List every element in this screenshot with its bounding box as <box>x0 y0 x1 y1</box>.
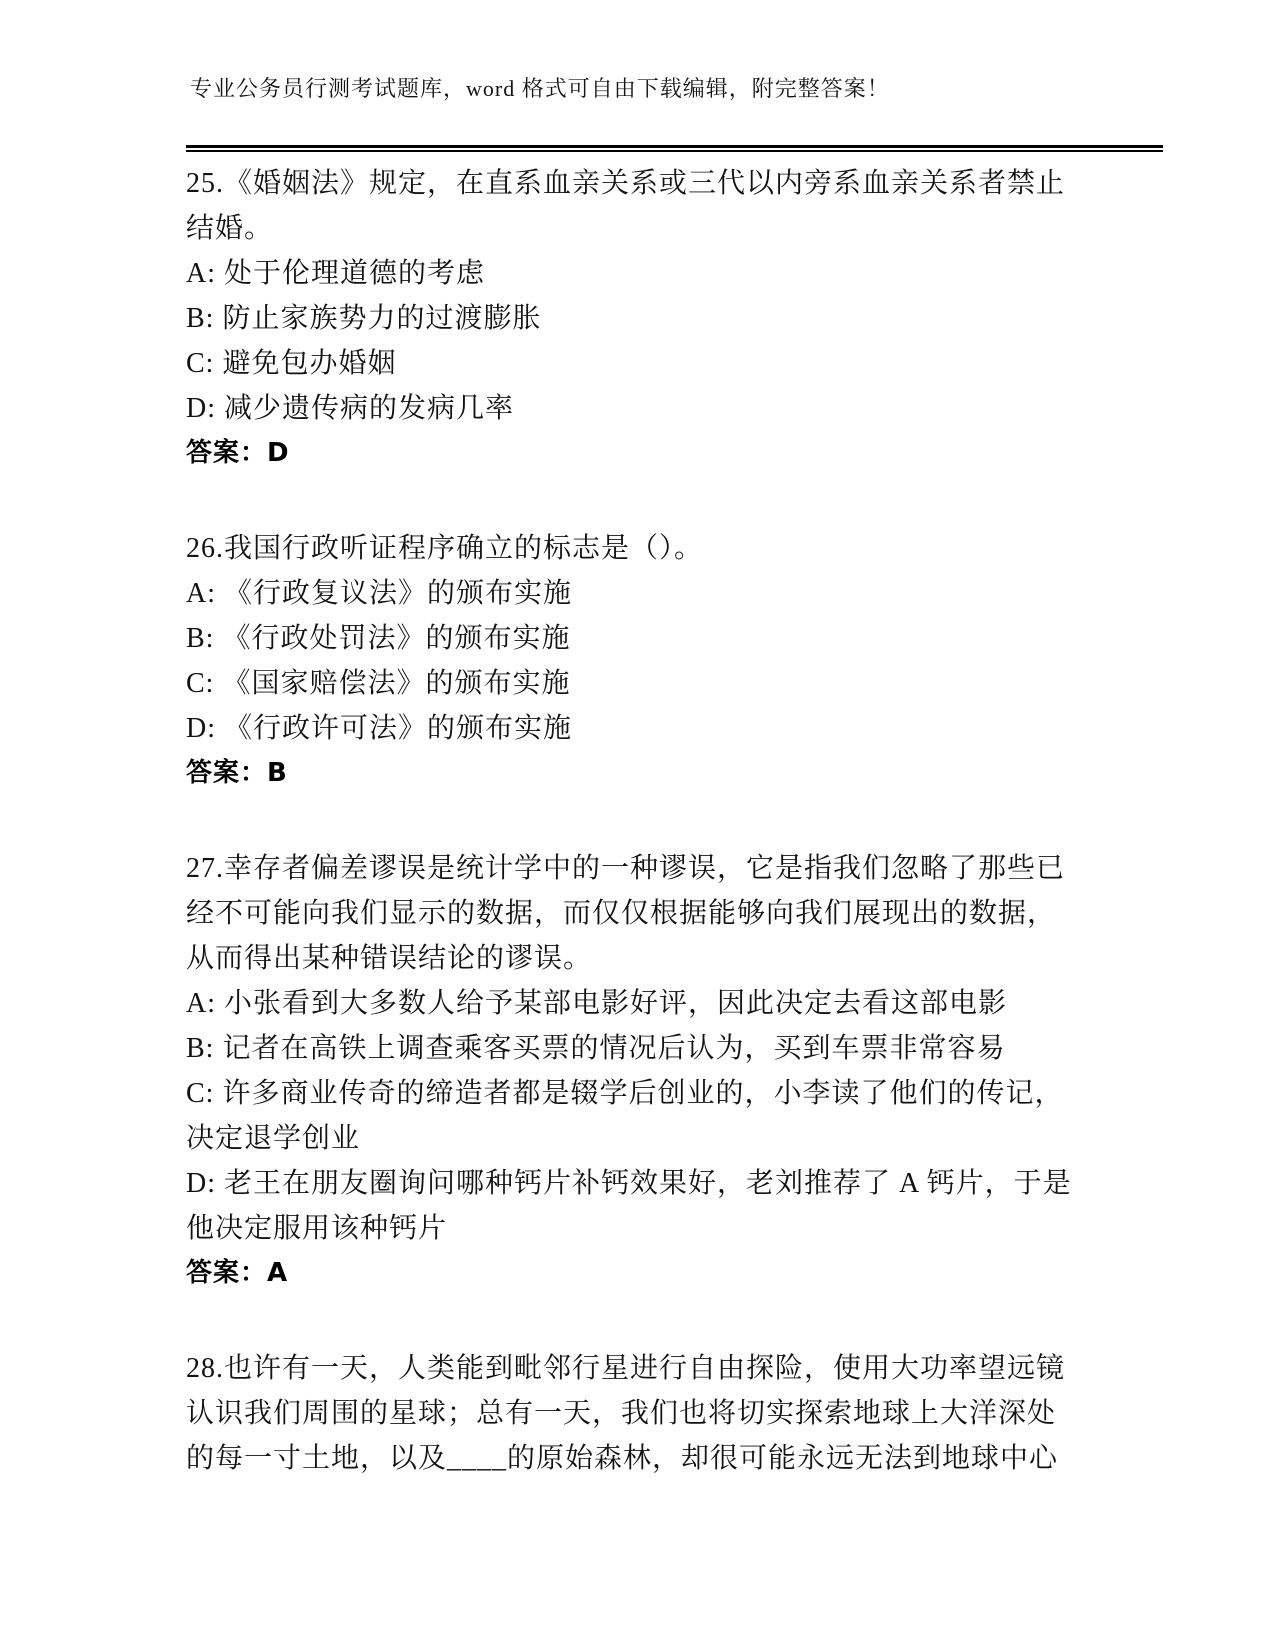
q27-option-c-line-2: 决定退学创业 <box>186 1123 361 1154</box>
q26-stem-line-1: 26.我国行政听证程序确立的标志是（）。 <box>186 533 704 564</box>
q25-option-c: C: 避免包办婚姻 <box>186 348 397 379</box>
header-divider-double-rule <box>186 145 1163 152</box>
q26-option-d: D: 《行政许可法》的颁布实施 <box>186 713 573 744</box>
q25-option-d: D: 减少遗传病的发病几率 <box>186 393 515 424</box>
q25-stem-line-2: 结婚。 <box>186 213 274 244</box>
question-28-block <box>186 1346 1146 1481</box>
q28-stem-line-2: 认识我们周围的星球；总有一天，我们也将切实探索地球上大洋深处 <box>186 1398 1057 1429</box>
q26-option-b: B: 《行政处罚法》的颁布实施 <box>186 623 571 654</box>
page-header-text: 专业公务员行测考试题库，word 格式可自由下载编辑，附完整答案！ <box>190 76 890 101</box>
q27-option-a: A: 小张看到大多数人给予某部电影好评，因此决定去看这部电影 <box>186 988 1008 1019</box>
question-27-block <box>186 846 1146 1296</box>
q27-stem-line-3: 从而得出某种错误结论的谬误。 <box>186 943 593 974</box>
q27-option-c-line-1: C: 许多商业传奇的缔造者都是辍学后创业的，小李读了他们的传记， <box>186 1078 1064 1109</box>
q27-option-b: B: 记者在高铁上调查乘客买票的情况后认为，买到车票非常容易 <box>186 1033 1006 1064</box>
q25-option-b: B: 防止家族势力的过渡膨胀 <box>186 303 542 334</box>
question-25-block <box>186 161 1146 476</box>
q26-option-c: C: 《国家赔偿法》的颁布实施 <box>186 668 571 699</box>
q25-stem-line-1: 25.《婚姻法》规定，在直系血亲关系或三代以内旁系血亲关系者禁止 <box>186 168 1066 199</box>
q26-option-a: A: 《行政复议法》的颁布实施 <box>186 578 573 609</box>
q27-stem-line-1: 27.幸存者偏差谬误是统计学中的一种谬误，它是指我们忽略了那些已 <box>186 853 1066 884</box>
q27-answer: 答案：A <box>186 1258 289 1288</box>
q26-answer: 答案：B <box>186 758 288 788</box>
q25-option-a: A: 处于伦理道德的考虑 <box>186 258 486 289</box>
q27-option-d-line-1: D: 老王在朋友圈询问哪种钙片补钙效果好，老刘推荐了 A 钙片，于是 <box>186 1168 1072 1199</box>
q27-option-d-line-2: 他决定服用该种钙片 <box>186 1213 448 1244</box>
q28-stem-line-1: 28.也许有一天，人类能到毗邻行星进行自由探险，使用大功率望远镜 <box>186 1353 1066 1384</box>
q25-answer: 答案：D <box>186 438 290 468</box>
question-26-block <box>186 526 1146 796</box>
q28-stem-line-3: 的每一寸土地，以及____的原始森林，却很可能永远无法到地球中心 <box>186 1443 1059 1474</box>
q27-stem-line-2: 经不可能向我们显示的数据，而仅仅根据能够向我们展现出的数据， <box>186 898 1057 929</box>
